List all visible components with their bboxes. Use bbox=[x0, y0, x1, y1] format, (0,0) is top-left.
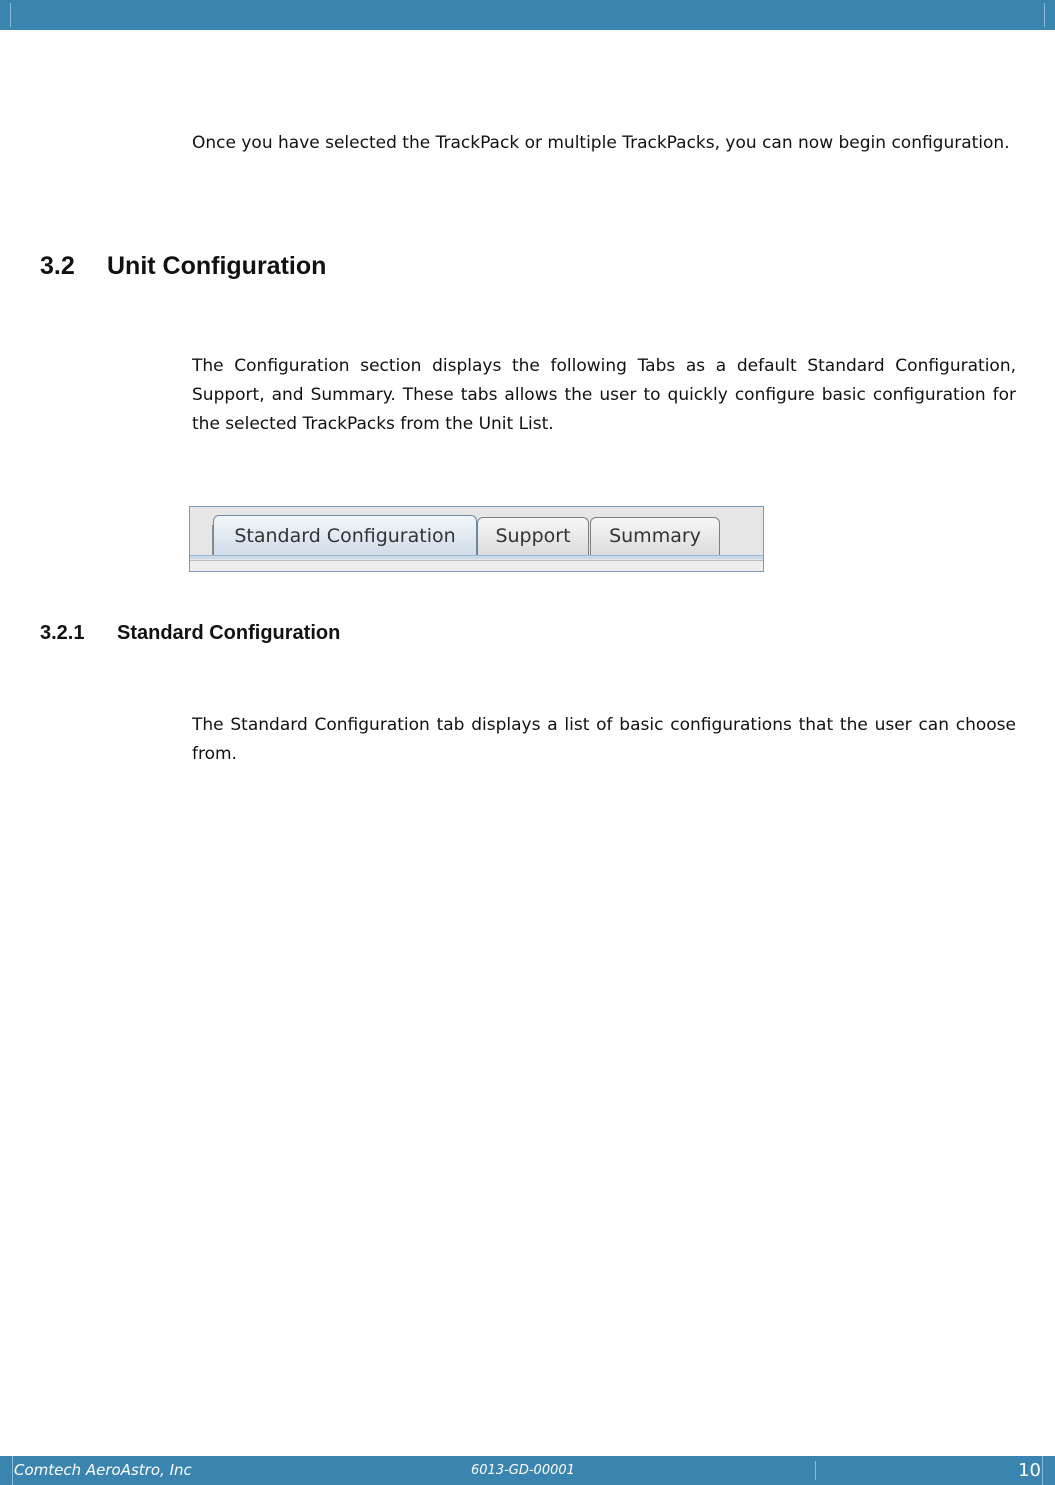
tab-summary[interactable]: Summary bbox=[590, 517, 720, 555]
section-heading bbox=[40, 252, 326, 281]
tab-support[interactable]: Support bbox=[477, 517, 589, 555]
footer-page-number: 10 bbox=[1018, 1456, 1043, 1485]
footer-band bbox=[0, 1456, 1055, 1485]
tab-strip-figure bbox=[189, 506, 764, 572]
tab-standard-configuration[interactable]: Standard Configuration bbox=[213, 515, 477, 557]
section-paragraph: The Configuration section displays the following Tabs as a default Standard Configuration, Support, and Summary. These tabs allows the user to quickly configure basic configuration for the selected TrackPacks from the Unit List. bbox=[192, 356, 1016, 434]
subsection-number: 3.2.1 bbox=[40, 622, 85, 644]
section-number: 3.2 bbox=[40, 252, 75, 280]
subsection-heading bbox=[40, 622, 340, 645]
header-band bbox=[0, 0, 1055, 30]
footer-company: Comtech AeroAstro, Inc bbox=[12, 1456, 192, 1485]
footer-divider bbox=[815, 1461, 816, 1480]
section-title: Unit Configuration bbox=[107, 252, 327, 280]
subsection-title: Standard Configuration bbox=[117, 622, 341, 644]
subsection-paragraph: The Standard Configuration tab displays a list of basic configurations that the user can choose from. bbox=[192, 715, 1016, 764]
intro-paragraph: Once you have selected the TrackPack or multiple TrackPacks, you can now begin configuration. bbox=[192, 133, 1010, 153]
footer-doc-number: 6013-GD-00001 bbox=[471, 1463, 575, 1478]
